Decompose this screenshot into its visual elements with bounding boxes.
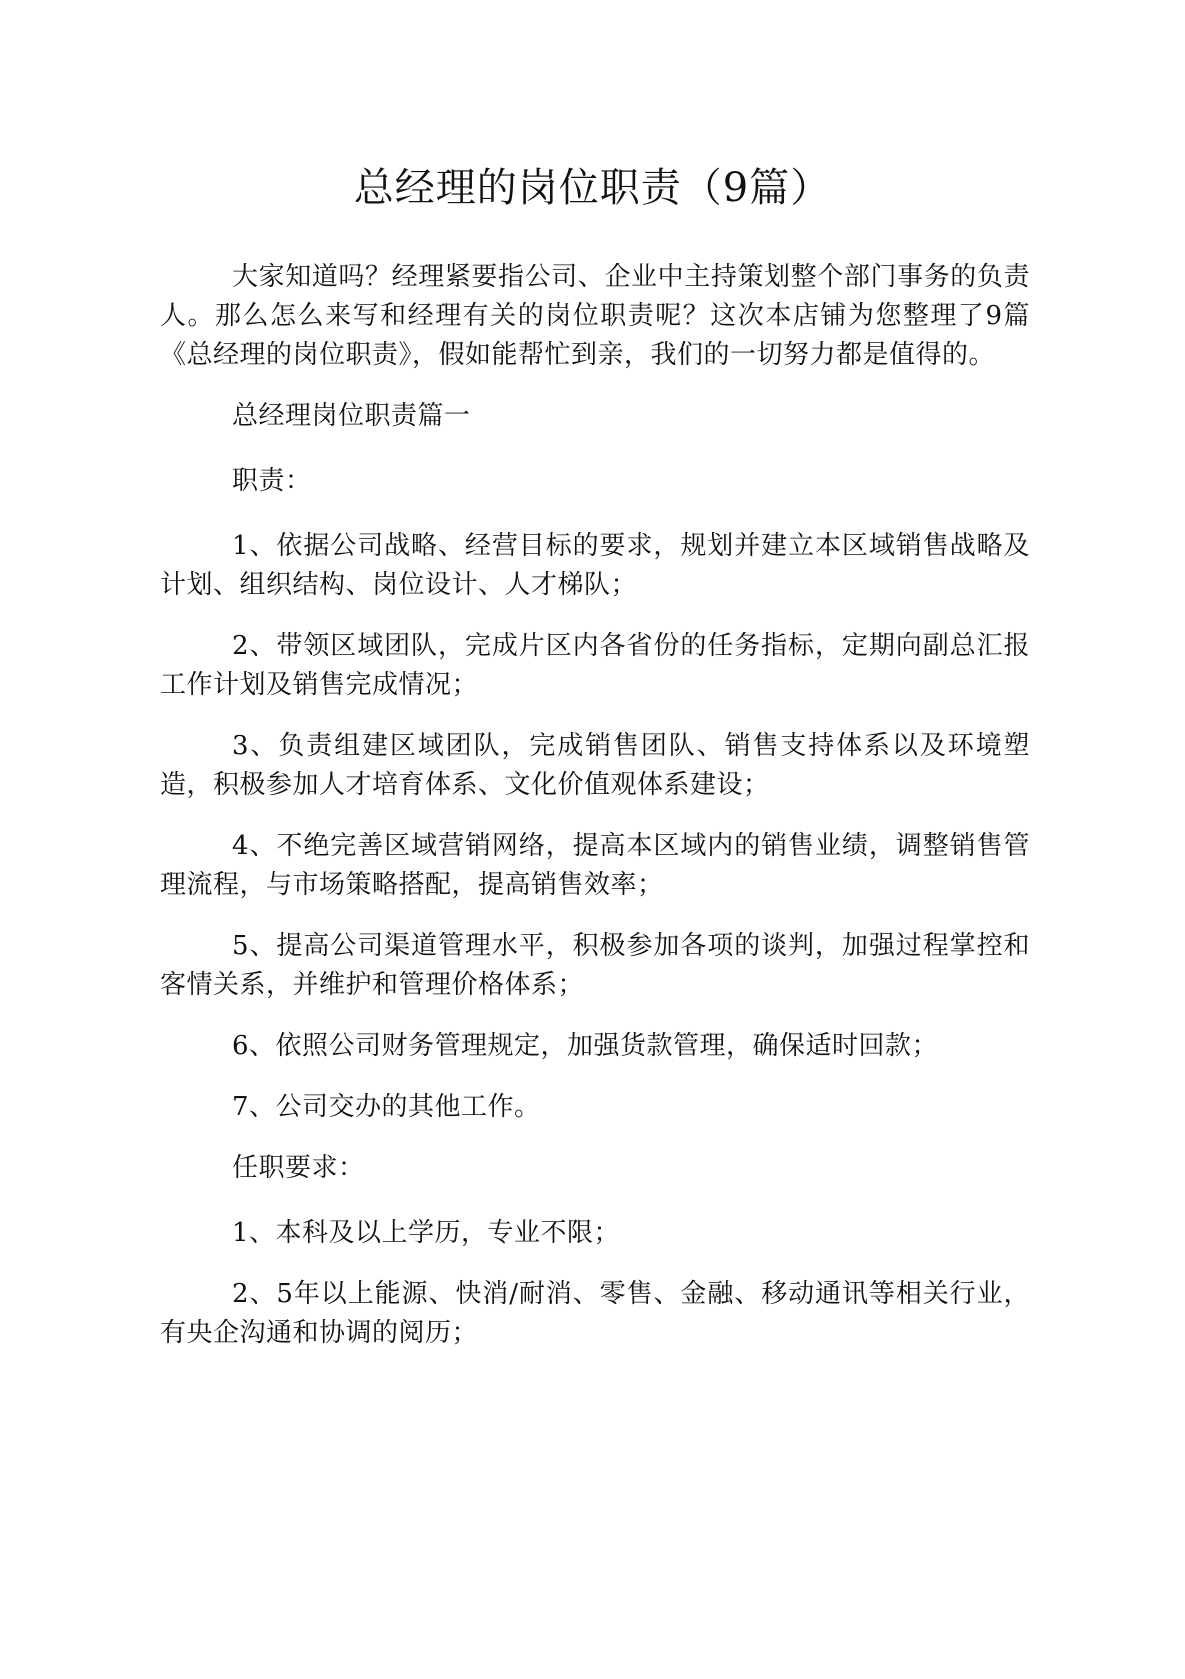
duties-heading: 职责： <box>232 466 312 496</box>
document-title: 总经理的岗位职责（9篇） <box>353 165 832 211</box>
duty-item-4: 4、不绝完善区域营销网络，提高本区域内的销售业绩，调整销售管理流程，与市场策略搭配，提高销售效率； <box>160 831 1030 900</box>
section-heading: 总经理岗位职责篇一 <box>232 401 471 431</box>
requirements-heading: 任职要求： <box>232 1153 365 1183</box>
document-body <box>160 258 1030 1375</box>
duty-item-3: 3、负责组建区域团队，完成销售团队、销售支持体系以及环境塑造，积极参加人才培育体系、文化价值观体系建设； <box>160 731 1030 800</box>
duty-item-6: 6、依照公司财务管理规定，加强货款管理，确保适时回款； <box>232 1031 939 1061</box>
duty-item-5: 5、提高公司渠道管理水平，积极参加各项的谈判，加强过程掌控和客情关系，并维护和管理价格体系； <box>160 931 1030 1000</box>
duty-item-1: 1、依据公司战略、经营目标的要求，规划并建立本区域销售战略及计划、组织结构、岗位设计、人才梯队； <box>160 531 1030 600</box>
requirement-item-1: 1、本科及以上学历，专业不限； <box>232 1218 621 1248</box>
intro-paragraph: 大家知道吗？经理紧要指公司、企业中主持策划整个部门事务的负责人。那么怎么来写和经理有关的岗位职责呢？这次本店铺为您整理了9篇《总经理的岗位职责》，假如能帮忙到亲，我们的一切努力都是值得的。 <box>160 262 1030 370</box>
requirement-item-2: 2、5年以上能源、快消/耐消、零售、金融、移动通讯等相关行业，有央企沟通和协调的阅历； <box>160 1279 1030 1348</box>
duty-item-7: 7、公司交办的其他工作。 <box>232 1092 541 1122</box>
duty-item-2: 2、带领区域团队，完成片区内各省份的任务指标，定期向副总汇报工作计划及销售完成情况； <box>160 631 1030 700</box>
